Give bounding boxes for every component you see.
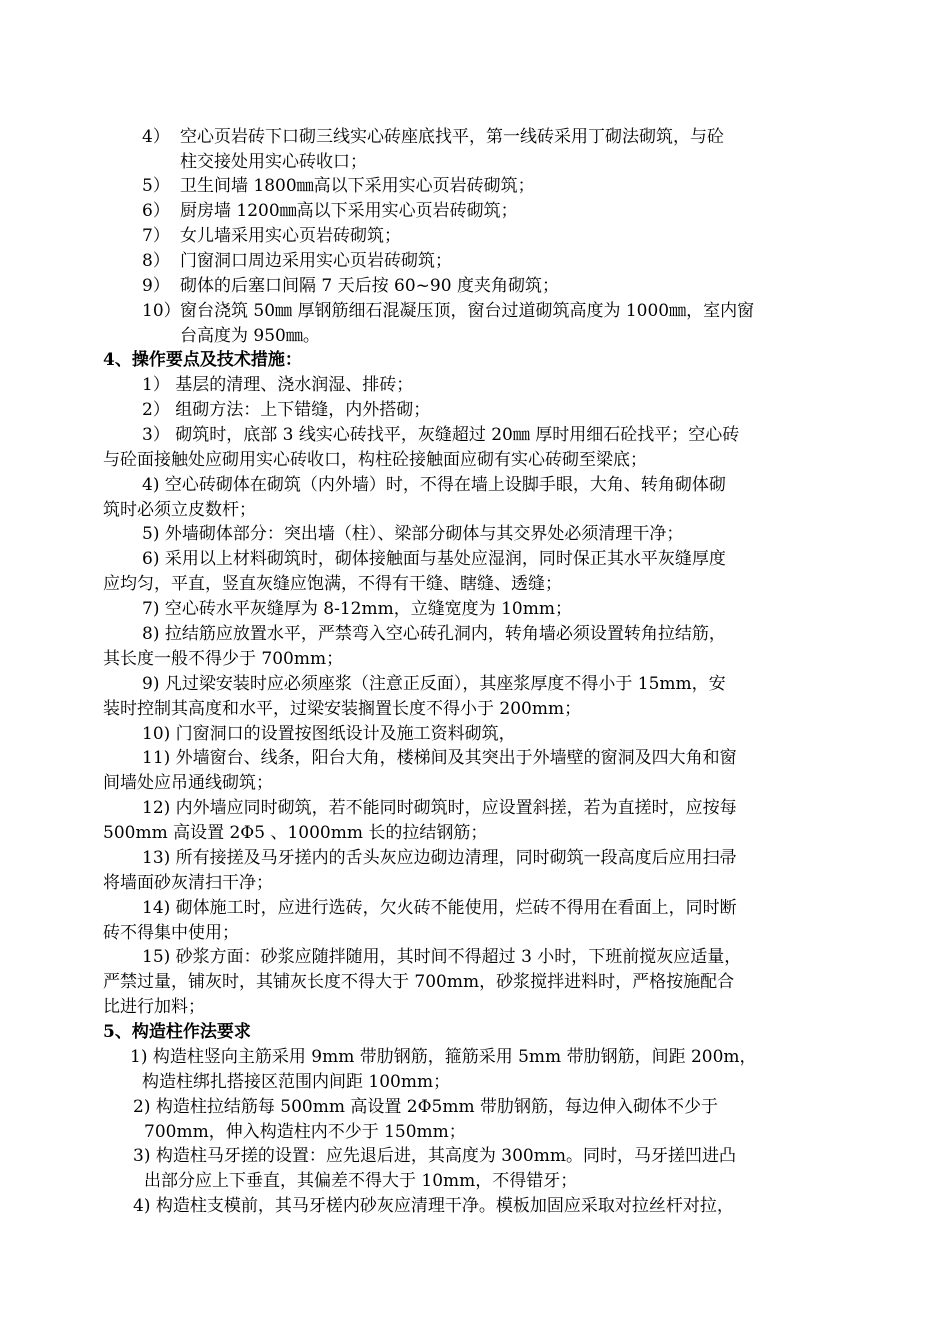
section-4-line: 其长度一般不得少于 700mm；	[103, 649, 344, 669]
list-item-text: 台高度为 950㎜。	[180, 326, 320, 346]
section-4-line: 500mm 高设置 2Φ5 、1000mm 长的拉结钢筋；	[103, 823, 488, 843]
section-4-line: 筑时必须立皮数杆；	[103, 500, 256, 520]
section-4-line: 5) 外墙砌体部分：突出墙（柱）、梁部分砌体与其交界处必须清理干净；	[142, 524, 684, 544]
section-4-line: 严禁过量，铺灰时，其铺灰长度不得大于 700mm，砂浆搅拌进料时，严格按施配合	[103, 972, 735, 992]
list-item-text: 柱交接处用实心砖收口；	[180, 152, 367, 172]
list-item-number: 10）	[142, 301, 181, 321]
list-item-text: 女儿墙采用实心页岩砖砌筑；	[180, 226, 401, 246]
section-4-heading: 4、操作要点及技术措施：	[103, 350, 302, 370]
section-5-heading: 5、构造柱作法要求	[103, 1022, 251, 1042]
section-4-line: 8) 拉结筋应放置水平，严禁弯入空心砖孔洞内，转角墙必须设置转角拉结筋，	[142, 624, 726, 644]
list-item-text: 窗台浇筑 50㎜ 厚钢筋细石混凝压顶，窗台过道砌筑高度为 1000㎜，室内窗	[180, 301, 755, 321]
section-4-line: 间墙处应吊通线砌筑；	[103, 773, 273, 793]
list-item-number: 5）	[142, 176, 170, 196]
section-5-line: 4) 构造柱支模前，其马牙槎内砂灰应清理干净。模板加固应采取对拉丝杆对拉，	[133, 1196, 734, 1216]
list-item-number: 9）	[142, 276, 170, 296]
section-4-line: 10) 门窗洞口的设置按图纸设计及施工资料砌筑，	[142, 724, 516, 744]
section-4-line: 14) 砌体施工时，应进行选砖，欠火砖不能使用，烂砖不得用在看面上，同时断	[142, 898, 737, 918]
section-5-line: 构造柱绑扎搭接区范围内间距 100mm；	[142, 1072, 451, 1092]
section-4-line: 15) 砂浆方面：砂浆应随拌随用，其时间不得超过 3 小时，下班前搅灰应适量，	[142, 947, 742, 967]
list-item-text: 砌体的后塞口间隔 7 天后按 60~90 度夹角砌筑；	[180, 276, 559, 296]
section-4-line: 2） 组砌方法：上下错缝，内外搭砌；	[142, 400, 431, 420]
list-item-text: 空心页岩砖下口砌三线实心砖座底找平，第一线砖采用丁砌法砌筑，与砼	[180, 127, 724, 147]
list-item-number: 6）	[142, 201, 170, 221]
list-item-text: 门窗洞口周边采用实心页岩砖砌筑；	[180, 251, 452, 271]
section-4-line: 12) 内外墙应同时砌筑，若不能同时砌筑时，应设置斜搓，若为直搓时，应按每	[142, 798, 737, 818]
list-item-number: 7）	[142, 226, 170, 246]
section-4-line: 将墙面砂灰清扫干净；	[103, 873, 273, 893]
section-5-line: 出部分应上下垂直，其偏差不得大于 10mm，不得错牙；	[144, 1171, 578, 1191]
section-4-line: 比进行加料；	[103, 997, 205, 1017]
list-item-number: 4）	[142, 127, 170, 147]
section-4-line: 4) 空心砖砌体在砌筑（内外墙）时，不得在墙上设脚手眼，大角、转角砌体砌	[142, 475, 726, 495]
section-4-line: 装时控制其高度和水平，过梁安装搁置长度不得小于 200mm；	[103, 699, 582, 719]
section-5-line: 3) 构造柱马牙搓的设置：应先退后进，其高度为 300mm。同时，马牙搓凹进凸	[133, 1146, 736, 1166]
section-4-line: 9) 凡过梁安装时应必须座浆（注意正反面），其座浆厚度不得小于 15mm，安	[142, 674, 726, 694]
list-item-text: 厨房墙 1200㎜高以下采用实心页岩砖砌筑；	[180, 201, 518, 221]
section-5-line: 1) 构造柱竖向主筋采用 9mm 带肋钢筋，箍筋采用 5mm 带肋钢筋，间距 200m，	[130, 1047, 757, 1067]
list-item-number: 8）	[142, 251, 170, 271]
section-5-line: 700mm，伸入构造柱内不少于 150mm；	[144, 1122, 466, 1142]
section-5-line: 2) 构造柱拉结筋每 500mm 高设置 2Φ5mm 带肋钢筋，每边伸入砌体不少于	[133, 1097, 718, 1117]
list-item-text: 卫生间墙 1800㎜高以下采用实心页岩砖砌筑；	[180, 176, 535, 196]
section-4-line: 6) 采用以上材料砌筑时，砌体接触面与基处应湿润，同时保正其水平灰缝厚度	[142, 549, 726, 569]
section-4-line: 7) 空心砖水平灰缝厚为 8-12mm，立缝宽度为 10mm；	[142, 599, 572, 619]
section-4-line: 砖不得集中使用；	[103, 923, 239, 943]
section-4-line: 1） 基层的清理、浇水润湿、排砖；	[142, 375, 414, 395]
section-4-line: 11) 外墙窗台、线条，阳台大角，楼梯间及其突出于外墙壁的窗洞及四大角和窗	[142, 748, 737, 768]
section-4-line: 应均匀，平直，竖直灰缝应饱满，不得有干缝、瞎缝、透缝；	[103, 574, 562, 594]
section-4-line: 3） 砌筑时，底部 3 线实心砖找平，灰缝超过 20㎜ 厚时用细石砼找平；空心砖	[142, 425, 740, 445]
section-4-line: 13) 所有接搓及马牙搓内的舌头灰应边砌边清理，同时砌筑一段高度后应用扫帚	[142, 848, 737, 868]
section-4-line: 与砼面接触处应砌用实心砖收口，构柱砼接触面应砌有实心砖砌至梁底；	[103, 450, 647, 470]
